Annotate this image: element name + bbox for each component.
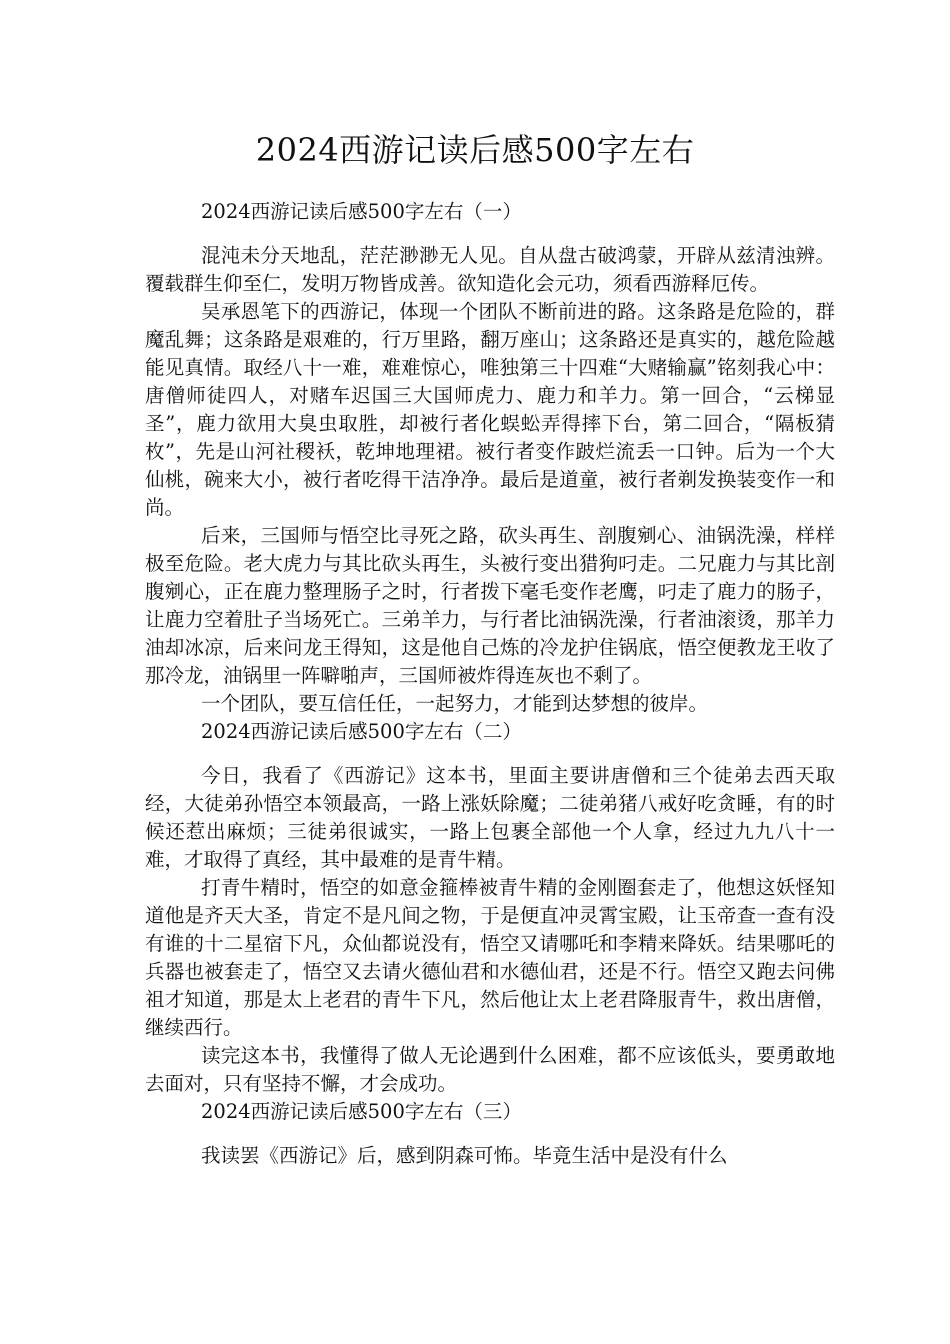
paragraph: 打青牛精时，悟空的如意金箍棒被青牛精的金刚圈套走了，他想这妖怪知道他是齐天大圣，肯定不是凡间之物，于是便直冲灵霄宝殿，让玉帝查一查有没有谁的十二星宿下凡，众仙都说没有，悟空又请哪吒和李精来降妖。结果哪吒的兵器也被套走了，悟空又去请火德仙君和水德仙君，还是不行。悟空又跑去问佛祖才知道，那是太上老君的青牛下凡，然后他让太上老君降服青牛，救出唐僧，继续西行。 bbox=[145, 876, 835, 1039]
essay-section-2 bbox=[145, 718, 835, 1098]
paragraph: 我读罢《西游记》后，感到阴森可怖。毕竟生活中是没有什么 bbox=[201, 1144, 728, 1167]
section-gap bbox=[145, 1126, 835, 1142]
paragraph: 混沌未分天地乱，茫茫渺渺无人见。自从盘古破鸿蒙，开辟从兹清浊辨。覆载群生仰至仁，发明万物皆成善。欲知造化会元功，须看西游释厄传。 bbox=[145, 244, 835, 295]
paragraph: 读完这本书，我懂得了做人无论遇到什么困难，都不应该低头，要勇敢地去面对，只有坚持不懈，才会成功。 bbox=[145, 1044, 835, 1095]
document-body bbox=[145, 198, 835, 1170]
essay-section-3 bbox=[145, 1098, 835, 1170]
section-gap bbox=[145, 746, 835, 762]
paragraph: 一个团队，要互信任任，一起努力，才能到达梦想的彼岸。 bbox=[201, 692, 709, 715]
paragraph: 今日，我看了《西游记》这本书，里面主要讲唐僧和三个徒弟去西天取经，大徒弟孙悟空本领最高，一路上涨妖除魔；二徒弟猪八戒好吃贪睡，有的时候还惹出麻烦；三徒弟很诚实，一路上包裹全部他一个人拿，经过九九八十一难，才取得了真经，其中最难的是青牛精。 bbox=[145, 764, 835, 871]
section-heading: 2024西游记读后感500字左右（一） bbox=[201, 200, 522, 223]
section-gap bbox=[145, 226, 835, 242]
paragraph: 吴承恩笔下的西游记，体现一个团队不断前进的路。这条路是危险的，群魔乱舞；这条路是艰难的，行万里路，翻万座山；这条路还是真实的，越危险越能见真情。取经八十一难，难难惊心，唯独第三十四难“大赌输赢”铭刻我心中：唐僧师徒四人，对赌车迟国三大国师虎力、鹿力和羊力。第一回合，“云梯显圣”，鹿力欲用大臭虫取胜，却被行者化蜈蚣弄得摔下台，第二回合，“隔板猜枚”，先是山河社稷袄，乾坤地理裙。被行者变作跛烂流丢一口钟。后为一个大仙桃，碗来大小，被行者吃得干洁净净。最后是道童，被行者剃发换装变作一和尚。 bbox=[145, 300, 835, 519]
essay-section-1 bbox=[145, 198, 835, 718]
section-heading: 2024西游记读后感500字左右（二） bbox=[201, 720, 522, 743]
paragraph: 后来，三国师与悟空比寻死之路，砍头再生、剖腹剜心、油锅洗澡，样样极至危险。老大虎力与其比砍头再生，头被行变出猎狗叼走。二兄鹿力与其比剖腹剜心，正在鹿力整理肠子之时，行者拨下毫毛变作老鹰，叼走了鹿力的肠子，让鹿力空着肚子当场死亡。三弟羊力，与行者比油锅洗澡，行者油滚烫，那羊力油却冰凉，后来问龙王得知，这是他自己炼的冷龙护住锅底，悟空便教龙王收了那冷龙，油锅里一阵噼啪声，三国师被炸得连灰也不剩了。 bbox=[145, 524, 835, 687]
document-title: 2024西游记读后感500字左右 bbox=[255, 131, 695, 169]
section-heading: 2024西游记读后感500字左右（三） bbox=[201, 1100, 522, 1123]
